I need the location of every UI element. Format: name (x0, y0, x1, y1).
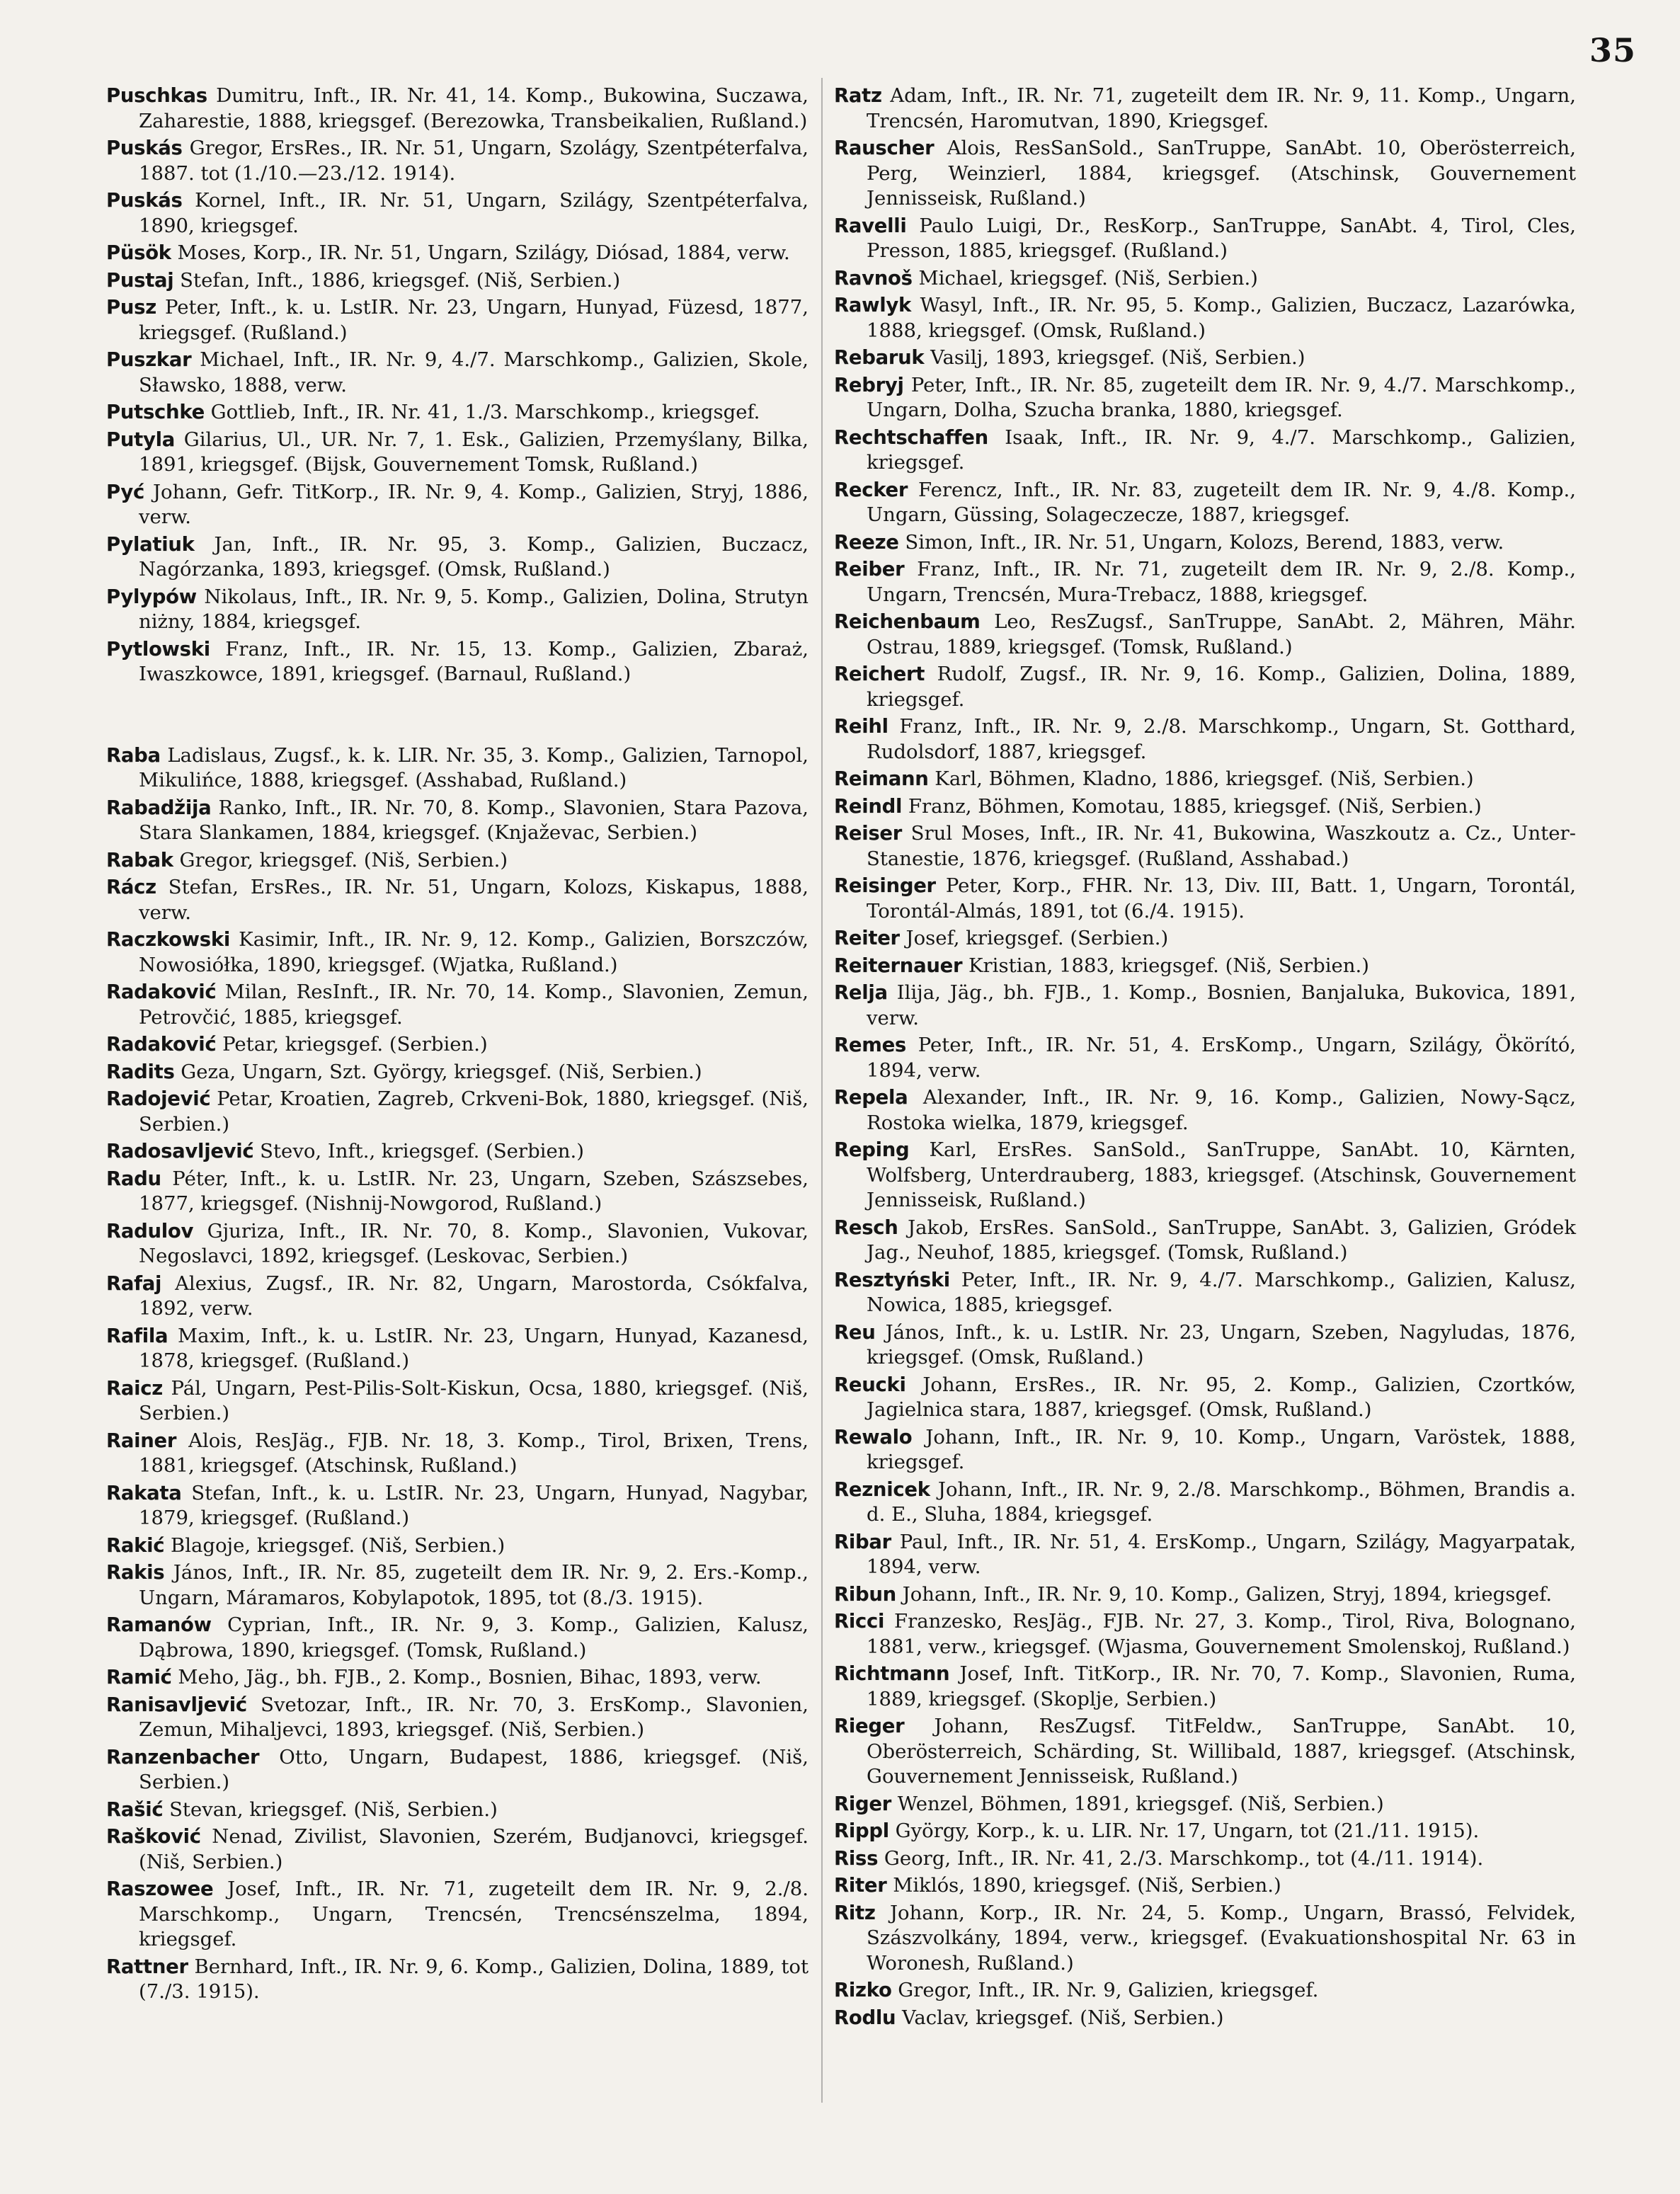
entry-surname: Rebryj (834, 373, 904, 396)
entry-surname: Rainer (106, 1429, 177, 1452)
entry-surname: Reichert (834, 663, 925, 685)
entry-surname: Rebaruk (834, 346, 925, 369)
register-entry (106, 1167, 808, 1217)
entry-details: Peter, Inft., k. u. LstIR. Nr. 23, Ungarn, Hunyad, Füzesd, 1877, kriegsgef. (Rußland.) (139, 296, 808, 344)
register-entry (106, 136, 808, 186)
register-entry (106, 1139, 808, 1165)
register-entry (106, 1376, 808, 1427)
register-entry (834, 1530, 1576, 1580)
entry-surname: Rašković (106, 1825, 201, 1848)
register-entry (834, 293, 1576, 343)
register-entry (834, 84, 1576, 134)
entry-details: Dumitru, Inft., IR. Nr. 41, 14. Komp., Bukowina, Suczawa, Zaharestie, 1888, kriegsgef. (Berezowka, Transbeikalien, Rußland.) (139, 84, 808, 132)
entry-details: Vaclav, kriegsgef. (Niš, Serbien.) (896, 2006, 1224, 2029)
left-column (106, 84, 808, 2007)
entry-details: Ferencz, Inft., IR. Nr. 83, zugeteilt dem IR. Nr. 9, 4./8. Komp., Ungarn, Güssing, Solageczecze, 1887, kriegsgef. (867, 478, 1576, 526)
entry-surname: Radulov (106, 1219, 194, 1242)
register-entry (834, 1662, 1576, 1712)
register-entry (834, 794, 1576, 820)
entry-surname: Ravelli (834, 214, 907, 237)
entry-details: Nikolaus, Inft., IR. Nr. 9, 5. Komp., Galizien, Dolina, Strutyn niżny, 1884, kriegsgef. (139, 585, 808, 633)
register-entry (834, 136, 1576, 212)
entry-details: Franz, Inft., IR. Nr. 15, 13. Komp., Galizien, Zbaraż, Iwaszkowce, 1891, kriegsgef. (Barnaul, Rußland.) (139, 637, 808, 685)
entry-surname: Pytlowski (106, 637, 210, 661)
entry-details: Johann, ResZugsf. TitFeldw., SanTruppe, SanAbt. 10, Oberösterreich, Schärding, St. Willibald, 1887, kriegsgef. (Atschinsk, Gouvernement Jennisseisk, Rußland.) (867, 1715, 1576, 1788)
section-gap (106, 690, 808, 743)
register-entry (834, 1819, 1576, 1844)
register-entry (106, 1272, 808, 1322)
entry-details: Kornel, Inft., IR. Nr. 51, Ungarn, Szilágy, Szentpéterfalva, 1890, kriegsgef. (139, 189, 808, 237)
register-entry (106, 348, 808, 398)
register-entry (106, 1481, 808, 1531)
entry-surname: Reping (834, 1138, 910, 1161)
entry-details: Nenad, Zivilist, Slavonien, Szerém, Budjanovci, kriegsgef. (Niš, Serbien.) (139, 1825, 808, 1873)
entry-surname: Relja (834, 981, 888, 1004)
entry-surname: Rafila (106, 1324, 168, 1347)
entry-surname: Puszkar (106, 348, 192, 371)
entry-details: Johann, Inft., IR. Nr. 9, 2./8. Marschkomp., Böhmen, Brandis a. d. E., Sluha, 1884, kriegsgef. (867, 1478, 1576, 1526)
entry-surname: Reeze (834, 530, 899, 554)
register-entry (106, 796, 808, 846)
entry-surname: Rawlyk (834, 294, 911, 316)
register-entry (106, 1087, 808, 1137)
register-entry (106, 743, 808, 794)
entry-details: Peter, Inft., IR. Nr. 9, 4./7. Marschkomp., Galizien, Kalusz, Nowica, 1885, kriegsgef. (867, 1268, 1576, 1316)
register-entry (106, 927, 808, 978)
register-entry (106, 585, 808, 635)
entry-surname: Ribar (834, 1530, 891, 1553)
register-entry (834, 1268, 1576, 1318)
entry-details: Petar, Kroatien, Zagreb, Crkveni-Bok, 1880, kriegsgef. (Niš, Serbien.) (139, 1087, 808, 1136)
entry-surname: Reiternauer (834, 954, 963, 977)
register-entry (106, 241, 808, 266)
register-entry (834, 2006, 1576, 2031)
entry-surname: Raszowee (106, 1878, 214, 1900)
register-entry (106, 532, 808, 583)
register-entry (106, 1533, 808, 1559)
entry-surname: Rafaj (106, 1272, 162, 1295)
entry-surname: Rieger (834, 1715, 905, 1737)
entry-surname: Radaković (106, 981, 217, 1003)
entry-details: Johann, Inft., IR. Nr. 9, 10. Komp., Galizen, Stryj, 1894, kriegsgef. (896, 1582, 1553, 1606)
entry-details: Paulo Luigi, Dr., ResKorp., SanTruppe, SanAbt. 4, Tirol, Cles, Presson, 1885, kriegsgef. (Rußland.) (867, 214, 1576, 262)
register-entry (834, 1792, 1576, 1817)
entry-details: Michael, kriegsgef. (Niš, Serbien.) (912, 266, 1258, 290)
entry-details: Kristian, 1883, kriegsgef. (Niš, Serbien.) (962, 954, 1369, 977)
entry-details: Ladislaus, Zugsf., k. k. LIR. Nr. 35, 3. Komp., Galizien, Tarnopol, Mikulińce, 1888, kriegsgef. (Asshabad, Rußland.) (139, 743, 808, 792)
entry-details: Gregor, Inft., IR. Nr. 9, Galizien, kriegsgef. (891, 1979, 1319, 2001)
entry-surname: Reucki (834, 1373, 906, 1396)
entry-surname: Puschkas (106, 84, 207, 107)
entry-details: Johann, Inft., IR. Nr. 9, 10. Komp., Ungarn, Varöstek, 1888, kriegsgef. (867, 1425, 1576, 1473)
register-entry (834, 1901, 1576, 1977)
entry-details: Meho, Jäg., bh. FJB., 2. Komp., Bosnien, Bihac, 1893, verw. (171, 1666, 762, 1689)
entry-surname: Ramanów (106, 1613, 212, 1636)
entry-surname: Puskás (106, 137, 183, 159)
register-entry (834, 662, 1576, 712)
entry-details: Ilija, Jäg., bh. FJB., 1. Komp., Bosnien, Banjaluka, Bukovica, 1891, verw. (867, 981, 1576, 1029)
register-entry (106, 1693, 808, 1743)
entry-surname: Ritz (834, 1901, 876, 1924)
entry-details: Miklós, 1890, kriegsgef. (Niš, Serbien.) (886, 1874, 1281, 1897)
register-entry (106, 1032, 808, 1058)
entry-details: Rudolf, Zugsf., IR. Nr. 9, 16. Komp., Galizien, Dolina, 1889, kriegsgef. (867, 663, 1576, 711)
register-entry (834, 345, 1576, 371)
register-entry (106, 1798, 808, 1823)
entry-surname: Reisinger (834, 874, 936, 897)
entry-details: Karl, ErsRes. SanSold., SanTruppe, SanAbt. 10, Kärnten, Wolfsberg, Unterdrauberg, 1883, kriegsgef. (Atschinsk, Gouvernement Jennisseisk, Rußland.) (867, 1138, 1576, 1211)
entry-surname: Reindl (834, 794, 903, 818)
register-entry (834, 1085, 1576, 1136)
register-entry (834, 478, 1576, 528)
entry-details: Stevo, Inft., kriegsgef. (Serbien.) (253, 1140, 584, 1162)
entry-details: Bernhard, Inft., IR. Nr. 9, 6. Komp., Galizien, Dolina, 1889, tot (7./3. 1915). (139, 1955, 808, 2003)
entry-details: Simon, Inft., IR. Nr. 51, Ungarn, Kolozs, Berend, 1883, verw. (898, 530, 1504, 554)
register-entry (834, 926, 1576, 952)
register-entry (834, 821, 1576, 872)
entry-surname: Reimann (834, 767, 929, 790)
entry-details: Michael, Inft., IR. Nr. 9, 4./7. Marschkomp., Galizien, Skole, Sławsko, 1888, verw. (139, 348, 808, 396)
entry-surname: Rechtschaffen (834, 425, 988, 449)
register-entry (106, 400, 808, 425)
entry-surname: Reznicek (834, 1478, 930, 1501)
entry-details: György, Korp., k. u. LIR. Nr. 17, Ungarn, tot (21./11. 1915). (888, 1819, 1480, 1842)
entry-details: Jan, Inft., IR. Nr. 95, 3. Komp., Galizien, Buczacz, Nagórzanka, 1893, kriegsgef. (Omsk, Rußland.) (139, 532, 808, 581)
entry-details: Leo, ResZugsf., SanTruppe, SanAbt. 2, Mähren, Mähr. Ostrau, 1889, kriegsgef. (Tomsk, Rußland.) (867, 610, 1576, 658)
entry-details: Franz, Inft., IR. Nr. 71, zugeteilt dem IR. Nr. 9, 2./8. Komp., Ungarn, Trencsén, Mura-Trebacz, 1888, kriegsgef. (867, 558, 1576, 606)
entry-surname: Reihl (834, 715, 888, 738)
entry-surname: Putschke (106, 401, 205, 423)
register-entry (834, 1216, 1576, 1266)
entry-surname: Ribun (834, 1582, 896, 1606)
entry-surname: Ramić (106, 1666, 172, 1689)
entry-surname: Pylypów (106, 585, 197, 608)
entry-surname: Raba (106, 743, 161, 767)
register-entry (106, 1324, 808, 1374)
register-entry (106, 980, 808, 1030)
entry-surname: Rakata (106, 1481, 182, 1504)
entry-surname: Radaković (106, 1033, 217, 1056)
register-entry (106, 1955, 808, 2005)
entry-details: Johann, Korp., IR. Nr. 24, 5. Komp., Ungarn, Brassó, Felvidek, Szászvolkány, 1894, verw., kriegsgef. (Evakuationshospital Nr. 63 in Woronesh, Rußland.) (867, 1901, 1576, 1975)
entry-details: Adam, Inft., IR. Nr. 71, zugeteilt dem IR. Nr. 9, 11. Komp., Ungarn, Trencsén, Haromutvan, 1890, Kriegsgef. (867, 84, 1576, 132)
entry-details: Alexius, Zugsf., IR. Nr. 82, Ungarn, Marostorda, Csókfalva, 1892, verw. (139, 1272, 808, 1320)
entry-details: Alexander, Inft., IR. Nr. 9, 16. Komp., Galizien, Nowy-Sącz, Rostoka wielka, 1879, kriegsgef. (867, 1086, 1576, 1134)
entry-surname: Riter (834, 1874, 887, 1897)
entry-details: Svetozar, Inft., IR. Nr. 70, 3. ErsKomp., Slavonien, Zemun, Mihaljevci, 1893, kriegsgef. (Niš, Serbien.) (139, 1693, 808, 1741)
register-entry (834, 1320, 1576, 1371)
entry-details: Josef, kriegsgef. (Serbien.) (899, 927, 1169, 949)
entry-details: Franz, Inft., IR. Nr. 9, 2./8. Marschkomp., Ungarn, St. Gotthard, Rudolsdorf, 1887, kriegsgef. (867, 715, 1576, 763)
entry-details: Vasilj, 1893, kriegsgef. (Niš, Serbien.) (924, 346, 1305, 369)
register-entry (106, 84, 808, 134)
entry-surname: Püsök (106, 241, 171, 264)
register-entry (106, 1665, 808, 1691)
entry-details: Moses, Korp., IR. Nr. 51, Ungarn, Szilágy, Diósad, 1884, verw. (171, 241, 790, 264)
entry-surname: Resztyński (834, 1268, 950, 1291)
entry-details: Cyprian, Inft., IR. Nr. 9, 3. Komp., Galizien, Kalusz, Dąbrowa, 1890, kriegsgef. (Tomsk, Rußland.) (139, 1613, 808, 1662)
register-entry (106, 1219, 808, 1269)
entry-details: Gregor, kriegsgef. (Niš, Serbien.) (173, 848, 508, 872)
entry-surname: Rakić (106, 1533, 165, 1557)
register-entry (834, 557, 1576, 607)
register-entry (834, 266, 1576, 292)
entry-details: Franz, Böhmen, Komotau, 1885, kriegsgef. (Niš, Serbien.) (902, 794, 1482, 818)
register-entry (106, 1745, 808, 1795)
entry-details: Peter, Inft., IR. Nr. 85, zugeteilt dem IR. Nr. 9, 4./7. Marschkomp., Ungarn, Dolha, Szucha branka, 1880, kriegsgef. (867, 373, 1576, 421)
register-entry (834, 954, 1576, 979)
entry-surname: Repela (834, 1086, 908, 1109)
entry-surname: Radosavljević (106, 1140, 254, 1162)
entry-surname: Richtmann (834, 1662, 950, 1685)
entry-details: Pál, Ungarn, Pest-Pilis-Solt-Kiskun, Ocsa, 1880, kriegsgef. (Niš, Serbien.) (139, 1376, 808, 1424)
entry-details: Gjuriza, Inft., IR. Nr. 70, 8. Komp., Slavonien, Vukovar, Negoslavci, 1892, kriegsgef. (Leskovac, Serbien.) (139, 1219, 808, 1267)
entry-details: Stefan, Inft., 1886, kriegsgef. (Niš, Serbien.) (173, 268, 621, 292)
register-entry (834, 530, 1576, 556)
entry-surname: Pyć (106, 480, 144, 503)
register-entry (106, 188, 808, 239)
register-entry (834, 373, 1576, 423)
entry-details: Paul, Inft., IR. Nr. 51, 4. ErsKomp., Ungarn, Szilágy, Magyarpatak, 1894, verw. (867, 1530, 1576, 1578)
entry-surname: Rabadžija (106, 796, 212, 819)
column-divider (821, 78, 823, 2103)
entry-details: Gilarius, Ul., UR. Nr. 7, 1. Esk., Galizien, Przemyślany, Bilka, 1891, kriegsgef. (Bijsk, Gouvernement Tomsk, Rußland.) (139, 428, 808, 476)
register-entry (106, 1877, 808, 1953)
entry-surname: Pylatiuk (106, 532, 195, 556)
entry-details: Josef, Inft. TitKorp., IR. Nr. 70, 7. Komp., Slavonien, Ruma, 1889, kriegsgef. (Skoplje, Serbien.) (867, 1662, 1576, 1710)
entry-surname: Ricci (834, 1610, 885, 1633)
entry-surname: Ravnoš (834, 266, 913, 290)
entry-surname: Pustaj (106, 268, 174, 292)
register-entry (106, 1613, 808, 1663)
entry-details: Péter, Inft., k. u. LstIR. Nr. 23, Ungarn, Szeben, Szászsebes, 1877, kriegsgef. (Nishnij-Nowgorod, Rußland.) (139, 1167, 808, 1215)
entry-details: Blagoje, kriegsgef. (Niš, Serbien.) (164, 1533, 505, 1557)
right-column (834, 84, 1576, 2033)
entry-details: Srul Moses, Inft., IR. Nr. 41, Bukowina, Waszkoutz a. Cz., Unter-Stanestie, 1876, kriegsgef. (Rußland, Asshabad.) (867, 822, 1576, 870)
entry-details: Karl, Böhmen, Kladno, 1886, kriegsgef. (Niš, Serbien.) (928, 767, 1474, 790)
entry-surname: Putyla (106, 428, 175, 451)
entry-details: Milan, ResInft., IR. Nr. 70, 14. Komp., Slavonien, Zemun, Petrovčić, 1885, kriegsgef. (139, 981, 808, 1029)
entry-surname: Reiber (834, 558, 905, 581)
register-entry (106, 480, 808, 530)
entry-surname: Reiter (834, 927, 900, 949)
register-entry (834, 767, 1576, 792)
entry-surname: Raicz (106, 1376, 163, 1400)
register-entry (834, 1373, 1576, 1423)
register-entry (834, 1478, 1576, 1528)
entry-details: Peter, Korp., FHR. Nr. 13, Div. III, Batt. 1, Ungarn, Torontál, Torontál-Almás, 1891, tot (6./4. 1915). (867, 874, 1576, 922)
entry-details: Alois, ResSanSold., SanTruppe, SanAbt. 10, Oberösterreich, Perg, Weinzierl, 1884, kriegsgef. (Atschinsk, Gouvernement Jennisseisk, Rußland.) (867, 137, 1576, 210)
register-entry (106, 268, 808, 294)
entry-surname: Ranzenbacher (106, 1745, 260, 1769)
entry-details: Wenzel, Böhmen, 1891, kriegsgef. (Niš, Serbien.) (891, 1792, 1384, 1815)
entry-surname: Radojević (106, 1087, 211, 1110)
entry-surname: Puskás (106, 189, 183, 212)
entry-details: Johann, Gefr. TitKorp., IR. Nr. 9, 4. Komp., Galizien, Stryj, 1886, verw. (139, 480, 808, 528)
entry-details: Gottlieb, Inft., IR. Nr. 41, 1./3. Marschkomp., kriegsgef. (204, 401, 760, 423)
entry-surname: Radu (106, 1167, 161, 1190)
entry-surname: Rodlu (834, 2006, 896, 2029)
page-number: 35 (1589, 31, 1636, 69)
entry-surname: Reu (834, 1320, 876, 1344)
entry-details: Geza, Ungarn, Szt. György, kriegsgef. (Niš, Serbien.) (174, 1060, 702, 1083)
register-entry (834, 1425, 1576, 1475)
register-entry (834, 1873, 1576, 1899)
entry-details: Otto, Ungarn, Budapest, 1886, kriegsgef. (Niš, Serbien.) (139, 1745, 808, 1793)
entry-details: Kasimir, Inft., IR. Nr. 9, 12. Komp., Galizien, Borszczów, Nowosiółka, 1890, kriegsgef. (Wjatka, Rußland.) (139, 928, 808, 976)
entry-surname: Recker (834, 478, 908, 501)
entry-surname: Radits (106, 1060, 175, 1083)
entry-details: Stefan, Inft., k. u. LstIR. Nr. 23, Ungarn, Hunyad, Nagybar, 1879, kriegsgef. (Rußland.) (139, 1481, 808, 1529)
entry-details: Johann, ErsRes., IR. Nr. 95, 2. Komp., Galizien, Czortków, Jagielnica stara, 1887, kriegsgef. (Omsk, Rußland.) (867, 1373, 1576, 1421)
entry-surname: Riss (834, 1846, 879, 1870)
register-entry (834, 610, 1576, 660)
entry-surname: Resch (834, 1216, 898, 1239)
entry-details: Maxim, Inft., k. u. LstIR. Nr. 23, Ungarn, Hunyad, Kazanesd, 1878, kriegsgef. (Rußland.) (139, 1324, 808, 1372)
register-entry (106, 1060, 808, 1085)
register-entry (106, 1429, 808, 1479)
entry-surname: Rewalo (834, 1425, 913, 1449)
entry-details: Josef, Inft., IR. Nr. 71, zugeteilt dem IR. Nr. 9, 2./8. Marschkomp., Ungarn, Trencsén, Trencsénszelma, 1894, kriegsgef. (139, 1878, 808, 1950)
register-entry (834, 1609, 1576, 1659)
entry-surname: Riger (834, 1792, 892, 1815)
entry-surname: Raczkowski (106, 928, 230, 951)
entry-details: Peter, Inft., IR. Nr. 51, 4. ErsKomp., Ungarn, Szilágy, Ökörító, 1894, verw. (867, 1034, 1576, 1082)
entry-surname: Rabak (106, 848, 173, 872)
register-entry (834, 981, 1576, 1031)
entry-surname: Rakis (106, 1561, 165, 1584)
entry-surname: Ranisavljević (106, 1693, 247, 1716)
entry-surname: Rippl (834, 1819, 889, 1842)
register-entry (834, 214, 1576, 264)
register-entry (106, 875, 808, 925)
entry-details: Wasyl, Inft., IR. Nr. 95, 5. Komp., Galizien, Buczacz, Lazarówka, 1888, kriegsgef. (Omsk, Rußland.) (867, 294, 1576, 342)
entry-surname: Pusz (106, 296, 156, 319)
entry-details: Isaak, Inft., IR. Nr. 9, 4./7. Marschkomp., Galizien, kriegsgef. (867, 425, 1576, 474)
entry-details: Ranko, Inft., IR. Nr. 70, 8. Komp., Slavonien, Stara Pazova, Stara Slankamen, 1884, kriegsgef. (Knjaževac, Serbien.) (139, 796, 808, 844)
entry-surname: Rácz (106, 876, 156, 898)
entry-surname: Rauscher (834, 137, 935, 159)
register-entry (834, 1138, 1576, 1213)
entry-details: Georg, Inft., IR. Nr. 41, 2./3. Marschkomp., tot (4./11. 1914). (878, 1846, 1484, 1870)
entry-details: Gregor, ErsRes., IR. Nr. 51, Ungarn, Szolágy, Szentpéterfalva, 1887. tot (1./10.—23./12. 1914). (139, 137, 808, 185)
entry-details: Stevan, kriegsgef. (Niš, Serbien.) (163, 1798, 498, 1821)
entry-details: Stefan, ErsRes., IR. Nr. 51, Ungarn, Kolozs, Kiskapus, 1888, verw. (139, 876, 808, 924)
register-entry (834, 1978, 1576, 2004)
register-entry (106, 1560, 808, 1611)
register-entry (106, 848, 808, 874)
register-entry (106, 637, 808, 687)
entry-details: Petar, kriegsgef. (Serbien.) (216, 1033, 488, 1056)
entry-details: Alois, ResJäg., FJB. Nr. 18, 3. Komp., Tirol, Brixen, Trens, 1881, kriegsgef. (Atschinsk, Rußland.) (139, 1429, 808, 1477)
register-entry (106, 1824, 808, 1875)
register-entry (834, 1033, 1576, 1083)
register-entry (834, 1582, 1576, 1608)
register-entry (106, 295, 808, 345)
entry-surname: Rašić (106, 1798, 164, 1821)
entry-details: János, Inft., k. u. LstIR. Nr. 23, Ungarn, Szeben, Nagyludas, 1876, kriegsgef. (Omsk, Rußland.) (867, 1320, 1576, 1369)
entry-surname: Remes (834, 1034, 907, 1056)
register-entry (834, 425, 1576, 476)
entry-surname: Rattner (106, 1955, 188, 1978)
register-entry (834, 714, 1576, 765)
entry-surname: Rizko (834, 1979, 892, 2001)
register-entry (834, 1714, 1576, 1790)
entry-surname: Reichenbaum (834, 610, 981, 633)
register-entry (834, 874, 1576, 924)
register-entry (106, 428, 808, 478)
entry-surname: Ratz (834, 84, 882, 107)
entry-surname: Reiser (834, 822, 903, 845)
entry-details: Jakob, ErsRes. SanSold., SanTruppe, SanAbt. 3, Galizien, Gródek Jag., Neuhof, 1885, kriegsgef. (Tomsk, Rußland.) (867, 1216, 1576, 1264)
entry-details: János, Inft., IR. Nr. 85, zugeteilt dem IR. Nr. 9, 2. Ers.-Komp., Ungarn, Máramaros, Kobylapotok, 1895, tot (8./3. 1915). (139, 1561, 808, 1609)
register-entry (834, 1846, 1576, 1872)
entry-details: Franzesko, ResJäg., FJB. Nr. 27, 3. Komp., Tirol, Riva, Bolognano, 1881, verw., kriegsgef. (Wjasma, Gouvernement Smolenskoj, Rußland.) (867, 1610, 1576, 1658)
